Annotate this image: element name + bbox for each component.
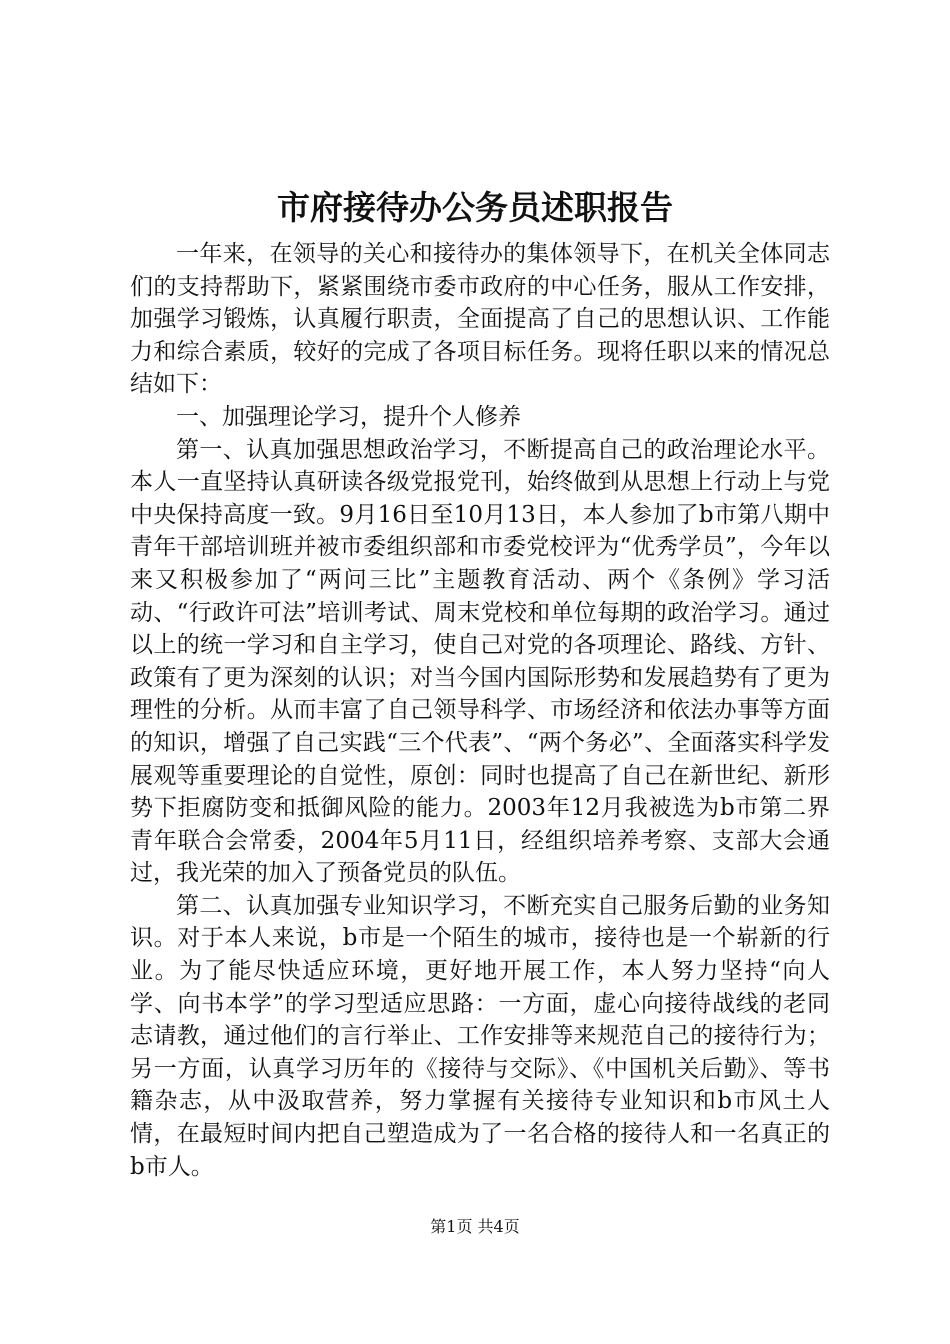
section-heading: 一、加强理论学习，提升个人修养 <box>176 403 521 430</box>
paragraph-intro: 一年来，在领导的关心和接待办的集体领导下，在机关全体同志们的支持帮助下，紧紧围绕市委市政府的中心任务，服从工作安排，加强学习锻炼，认真履行职责，全面提高了自己的思想认识、工作能力和综合素质，较好的完成了各项目标任务。现将任职以来的情况总结如下： <box>130 241 830 398</box>
document-body <box>130 238 830 1183</box>
document-title: 市府接待办公务员述职报告 <box>277 188 673 227</box>
page-number: 第1页 共4页 <box>430 1217 520 1236</box>
paragraph-political-study: 第一、认真加强思想政治学习，不断提高自己的政治理论水平。本人一直坚持认真研读各级党报党刊，始终做到从思想上行动上与党中央保持高度一致。9月16日至10月13日，本人参加了b市第八期中青年干部培训班并被市委组织部和市委党校评为“优秀学员”，今年以来又积极参加了“两问三比”主题教育活动、两个《条例》学习活动、“行政许可法”培训考试、周末党校和单位每期的政治学习。通过以上的统一学习和自主学习，使自己对党的各项理论、路线、方针、政策有了更为深刻的认识；对当今国内国际形势和发展趋势有了更为理性的分析。从而丰富了自己领导科学、市场经济和依法办事等方面的知识，增强了自己实践“三个代表”、“两个务必”、全面落实科学发展观等重要理论的自觉性，原创：同时也提高了自己在新世纪、新形势下拒腐防变和抵御风险的能力。2003年12月我被选为b市第二界青年联合会常委，2004年5月11日，经组织培养考察、支部大会通过，我光荣的加入了预备党员的队伍。 <box>130 436 830 887</box>
paragraph-professional-study: 第二、认真加强专业知识学习，不断充实自己服务后勤的业务知识。对于本人来说，b市是一个陌生的城市，接待也是一个崭新的行业。为了能尽快适应环境，更好地开展工作，本人努力坚持“向人学、向书本学”的学习型适应思路：一方面，虚心向接待战线的老同志请教，通过他们的言行举止、工作安排等来规范自己的接待行为；另一方面，认真学习历年的《接待与交际》、《中国机关后勤》、等书籍杂志，从中汲取营养，努力掌握有关接待专业知识和b市风土人情，在最短时间内把自己塑造成为了一名合格的接待人和一名真正的b市人。 <box>130 892 830 1180</box>
